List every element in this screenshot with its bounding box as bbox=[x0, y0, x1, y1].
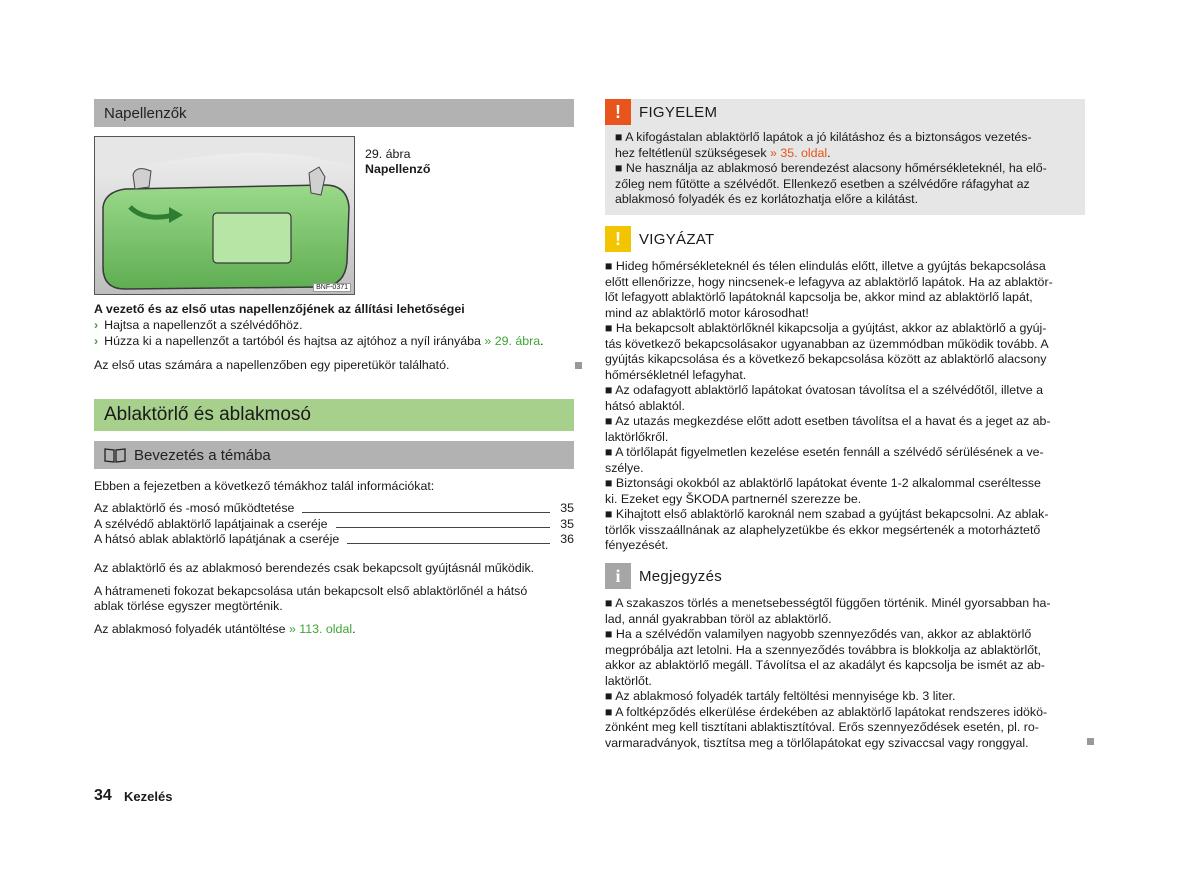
sunvisor-illustration bbox=[95, 137, 355, 295]
figyelem-body bbox=[605, 125, 1085, 208]
step-1 bbox=[94, 318, 303, 334]
section-name: Kezelés bbox=[124, 789, 173, 804]
megjegyzes-header bbox=[605, 563, 1085, 589]
megjegyzes-line: ■ Ha a szélvédőn valamilyen nagyobb szennyeződés van, akkor az ablaktörlő bbox=[605, 627, 1032, 641]
figyelem-line: ablakmosó folyadék és ez korlátozhatja előre a kilátást. bbox=[615, 192, 919, 206]
paragraph-2-line-2: ablak törlése egyszer megtörténik. bbox=[94, 599, 283, 613]
figure-code: BNF-0371 bbox=[313, 283, 351, 292]
vigyazat-section bbox=[605, 226, 1085, 554]
figyelem-line: ■ Ne használja az ablakmosó berendezést alacsony hőmérsékleteknél, ha elő- bbox=[615, 161, 1047, 175]
vigyazat-line: lőt lefagyott ablaktörlő lapátoknál kapcsolja be, akkor mind az ablaktörlő lapát, bbox=[605, 290, 1033, 304]
megjegyzes-line: megpróbálja azt letolni. Ha a szennyeződés továbbra is blokkolja az ablaktörlőt, bbox=[605, 642, 1041, 657]
figure-29-link[interactable]: » 29. ábra bbox=[484, 334, 541, 348]
section-end-marker bbox=[1087, 738, 1094, 745]
figyelem-title: FIGYELEM bbox=[639, 103, 718, 121]
megjegyzes-line: akkor az ablaktörlő megáll. Távolítsa el az akadályt és kapcsolja be ismét az ab- bbox=[605, 658, 1045, 672]
vigyazat-line: ■ Biztonsági okokból az ablaktörlő lapátokat évente 1-2 alkalommal cseréltesse bbox=[605, 476, 1041, 490]
megjegyzes-line: ■ Az ablakmosó folyadék tartály feltöltési mennyisége kb. 3 liter. bbox=[605, 689, 956, 703]
toc-list bbox=[94, 501, 574, 548]
book-icon bbox=[104, 447, 126, 463]
toc-item-label: A hátsó ablak ablaktörlő lapátjának a cseréje bbox=[94, 532, 340, 546]
figyelem-box bbox=[605, 99, 1085, 215]
figyelem-line bbox=[615, 146, 1075, 162]
step-2-end: . bbox=[540, 334, 544, 348]
sunvisor-heading-text: Napellenzők bbox=[104, 104, 187, 122]
vigyazat-header bbox=[605, 226, 1085, 252]
toc-item-label: Az ablaktörlő és -mosó működtetése bbox=[94, 501, 295, 515]
toc-item[interactable] bbox=[94, 532, 574, 548]
paragraph-3-text: Az ablakmosó folyadék utántöltése bbox=[94, 622, 286, 636]
intro-heading bbox=[94, 441, 574, 469]
toc-leader bbox=[302, 512, 550, 513]
vigyazat-line: ■ Hideg hőmérsékleteknél és télen elindulás előtt, illetve a gyújtás bekapcsolása bbox=[605, 259, 1046, 273]
intro-heading-text: Bevezetés a témába bbox=[134, 446, 271, 464]
section-end-marker bbox=[575, 362, 582, 369]
vigyazat-title: VIGYÁZAT bbox=[639, 230, 715, 248]
vigyazat-line: ■ Ha bekapcsolt ablaktörlőknél kikapcsolja a gyújtást, akkor az ablaktörlő a gyúj- bbox=[605, 321, 1047, 335]
megjegyzes-line: ■ A szakaszos törlés a menetsebességtől függően történik. Minél gyorsabban ha- bbox=[605, 596, 1051, 610]
step-2 bbox=[94, 334, 544, 350]
megjegyzes-line: laktörlőt. bbox=[605, 673, 652, 688]
vigyazat-body bbox=[605, 252, 1085, 554]
megjegyzes-line: ■ A foltképződés elkerülése érdekében az ablaktörlő lapátokat rendszeres idökö- bbox=[605, 704, 1048, 719]
sunvisor-heading bbox=[94, 99, 574, 127]
toc-item[interactable] bbox=[94, 517, 574, 533]
sunvisor-subtitle: A vezető és az első utas napellenzőjének az állítási lehetőségei bbox=[94, 302, 465, 316]
info-icon: i bbox=[605, 563, 631, 589]
vigyazat-line: ■ A törlőlapát figyelmetlen kezelése esetén fennáll a szélvédő sérülésének a ve- bbox=[605, 445, 1044, 459]
megjegyzes-line: lad, annál gyakrabban töröl az ablaktörlő. bbox=[605, 611, 832, 626]
vigyazat-line: ki. Ezeket egy ŠKODA partnernél szerezze be. bbox=[605, 491, 862, 506]
megjegyzes-section bbox=[605, 563, 1085, 751]
intro-text: Ebben a fejezetben a következő témákhoz talál információkat: bbox=[94, 479, 435, 493]
step-2-text: Húzza ki a napellenzőt a tartóból és hajtsa az ajtóhoz a nyíl irányába bbox=[104, 334, 481, 348]
vigyazat-line: fényezését. bbox=[605, 538, 669, 552]
figure-number: 29. ábra bbox=[365, 147, 411, 161]
paragraph-2-line-1: A hátrameneti fokozat bekapcsolása után bekapcsolt első ablaktörlőnél a hátsó bbox=[94, 584, 528, 598]
vigyazat-line: laktörlőkről. bbox=[605, 429, 669, 444]
figure-caption: Napellenző bbox=[365, 162, 431, 176]
sunvisor-figure bbox=[94, 136, 355, 295]
vigyazat-line: előtt ellenőrizze, hogy nincsenek-e lefagyva az ablaktörlő lapátok. Ha az ablaktör- bbox=[605, 274, 1053, 289]
arrow-icon: › bbox=[94, 334, 99, 348]
toc-leader bbox=[336, 527, 551, 528]
vigyazat-line: hátsó ablaktól. bbox=[605, 398, 685, 413]
megjegyzes-line: zönként meg kell tisztítani ablaktisztítóval. Erős szennyeződések esetén, pl. ro- bbox=[605, 720, 1039, 734]
wiper-heading-text: Ablaktörlő és ablakmosó bbox=[104, 404, 311, 425]
vigyazat-line: ■ Az utazás megkezdése előtt adott esetben távolítsa el a havat és a jeget az ab- bbox=[605, 414, 1051, 428]
vigyazat-line: gyújtás kikapcsolása és a következő bekapcsolása között az ablaktörlő alacsony bbox=[605, 352, 1047, 366]
figyelem-line-text: hez feltétlenül szükségesek bbox=[615, 145, 767, 160]
step-1-text: Hajtsa a napellenzőt a szélvédőhöz. bbox=[104, 318, 303, 332]
mirror-note: Az első utas számára a napellenzőben egy piperetükör található. bbox=[94, 358, 450, 372]
toc-item-label: A szélvédő ablaktörlő lapátjainak a cseréje bbox=[94, 516, 328, 531]
page-number: 34 bbox=[94, 787, 112, 804]
megjegyzes-body bbox=[605, 589, 1085, 751]
wiper-heading bbox=[94, 399, 574, 431]
toc-item-page: 35 bbox=[560, 516, 574, 531]
caution-exclamation-icon: ! bbox=[605, 226, 631, 252]
vigyazat-line: ■ Kihajtott első ablaktörlő karoknál nem szabad a gyújtást bekapcsolni. Az ablak- bbox=[605, 507, 1049, 521]
vigyazat-line: hőmérsékletnél lefagyhat. bbox=[605, 367, 747, 382]
paragraph-3-end: . bbox=[352, 622, 356, 636]
paragraph-3 bbox=[94, 622, 356, 638]
page-35-link[interactable]: » 35. oldal bbox=[769, 145, 828, 160]
toc-item[interactable] bbox=[94, 501, 574, 517]
vigyazat-line: mind az ablaktörlő motor károsodhat! bbox=[605, 305, 809, 320]
vigyazat-line: ■ Az odafagyott ablaktörlő lapátokat óvatosan távolítsa el a szélvédőtől, illetve a bbox=[605, 383, 1043, 397]
toc-item-page: 36 bbox=[560, 532, 574, 546]
vigyazat-line: szélye. bbox=[605, 460, 644, 475]
arrow-icon: › bbox=[94, 318, 99, 332]
figyelem-ref-end: . bbox=[827, 145, 831, 160]
page-113-link[interactable]: » 113. oldal bbox=[288, 622, 353, 636]
warning-exclamation-icon: ! bbox=[605, 99, 631, 125]
vigyazat-line: tás következő bekapcsolásakor ugyanabban az üzemmódban működik tovább. A bbox=[605, 336, 1049, 351]
megjegyzes-line: varmaradványok, tisztítsa meg a törlőlapátokat egy szivaccsal vagy ronggyal. bbox=[605, 735, 1029, 750]
toc-item-page: 35 bbox=[560, 501, 574, 515]
figyelem-line: zőleg nem fűtötte a szélvédőt. Ellenkező esetben a szélvédőre ráfagyhat az bbox=[615, 176, 1030, 191]
paragraph-1: Az ablaktörlő és az ablakmosó berendezés csak bekapcsolt gyújtásnál működik. bbox=[94, 561, 535, 575]
vigyazat-line: törlők visszaállnának az alaphelyzetükbe és ekkor megsértenék a motorháztető bbox=[605, 522, 1041, 537]
toc-leader bbox=[347, 543, 550, 544]
megjegyzes-title: Megjegyzés bbox=[639, 567, 723, 585]
figyelem-header bbox=[605, 99, 1085, 125]
figyelem-line: ■ A kifogástalan ablaktörlő lapátok a jó kilátáshoz és a biztonságos vezetés- bbox=[615, 130, 1032, 144]
